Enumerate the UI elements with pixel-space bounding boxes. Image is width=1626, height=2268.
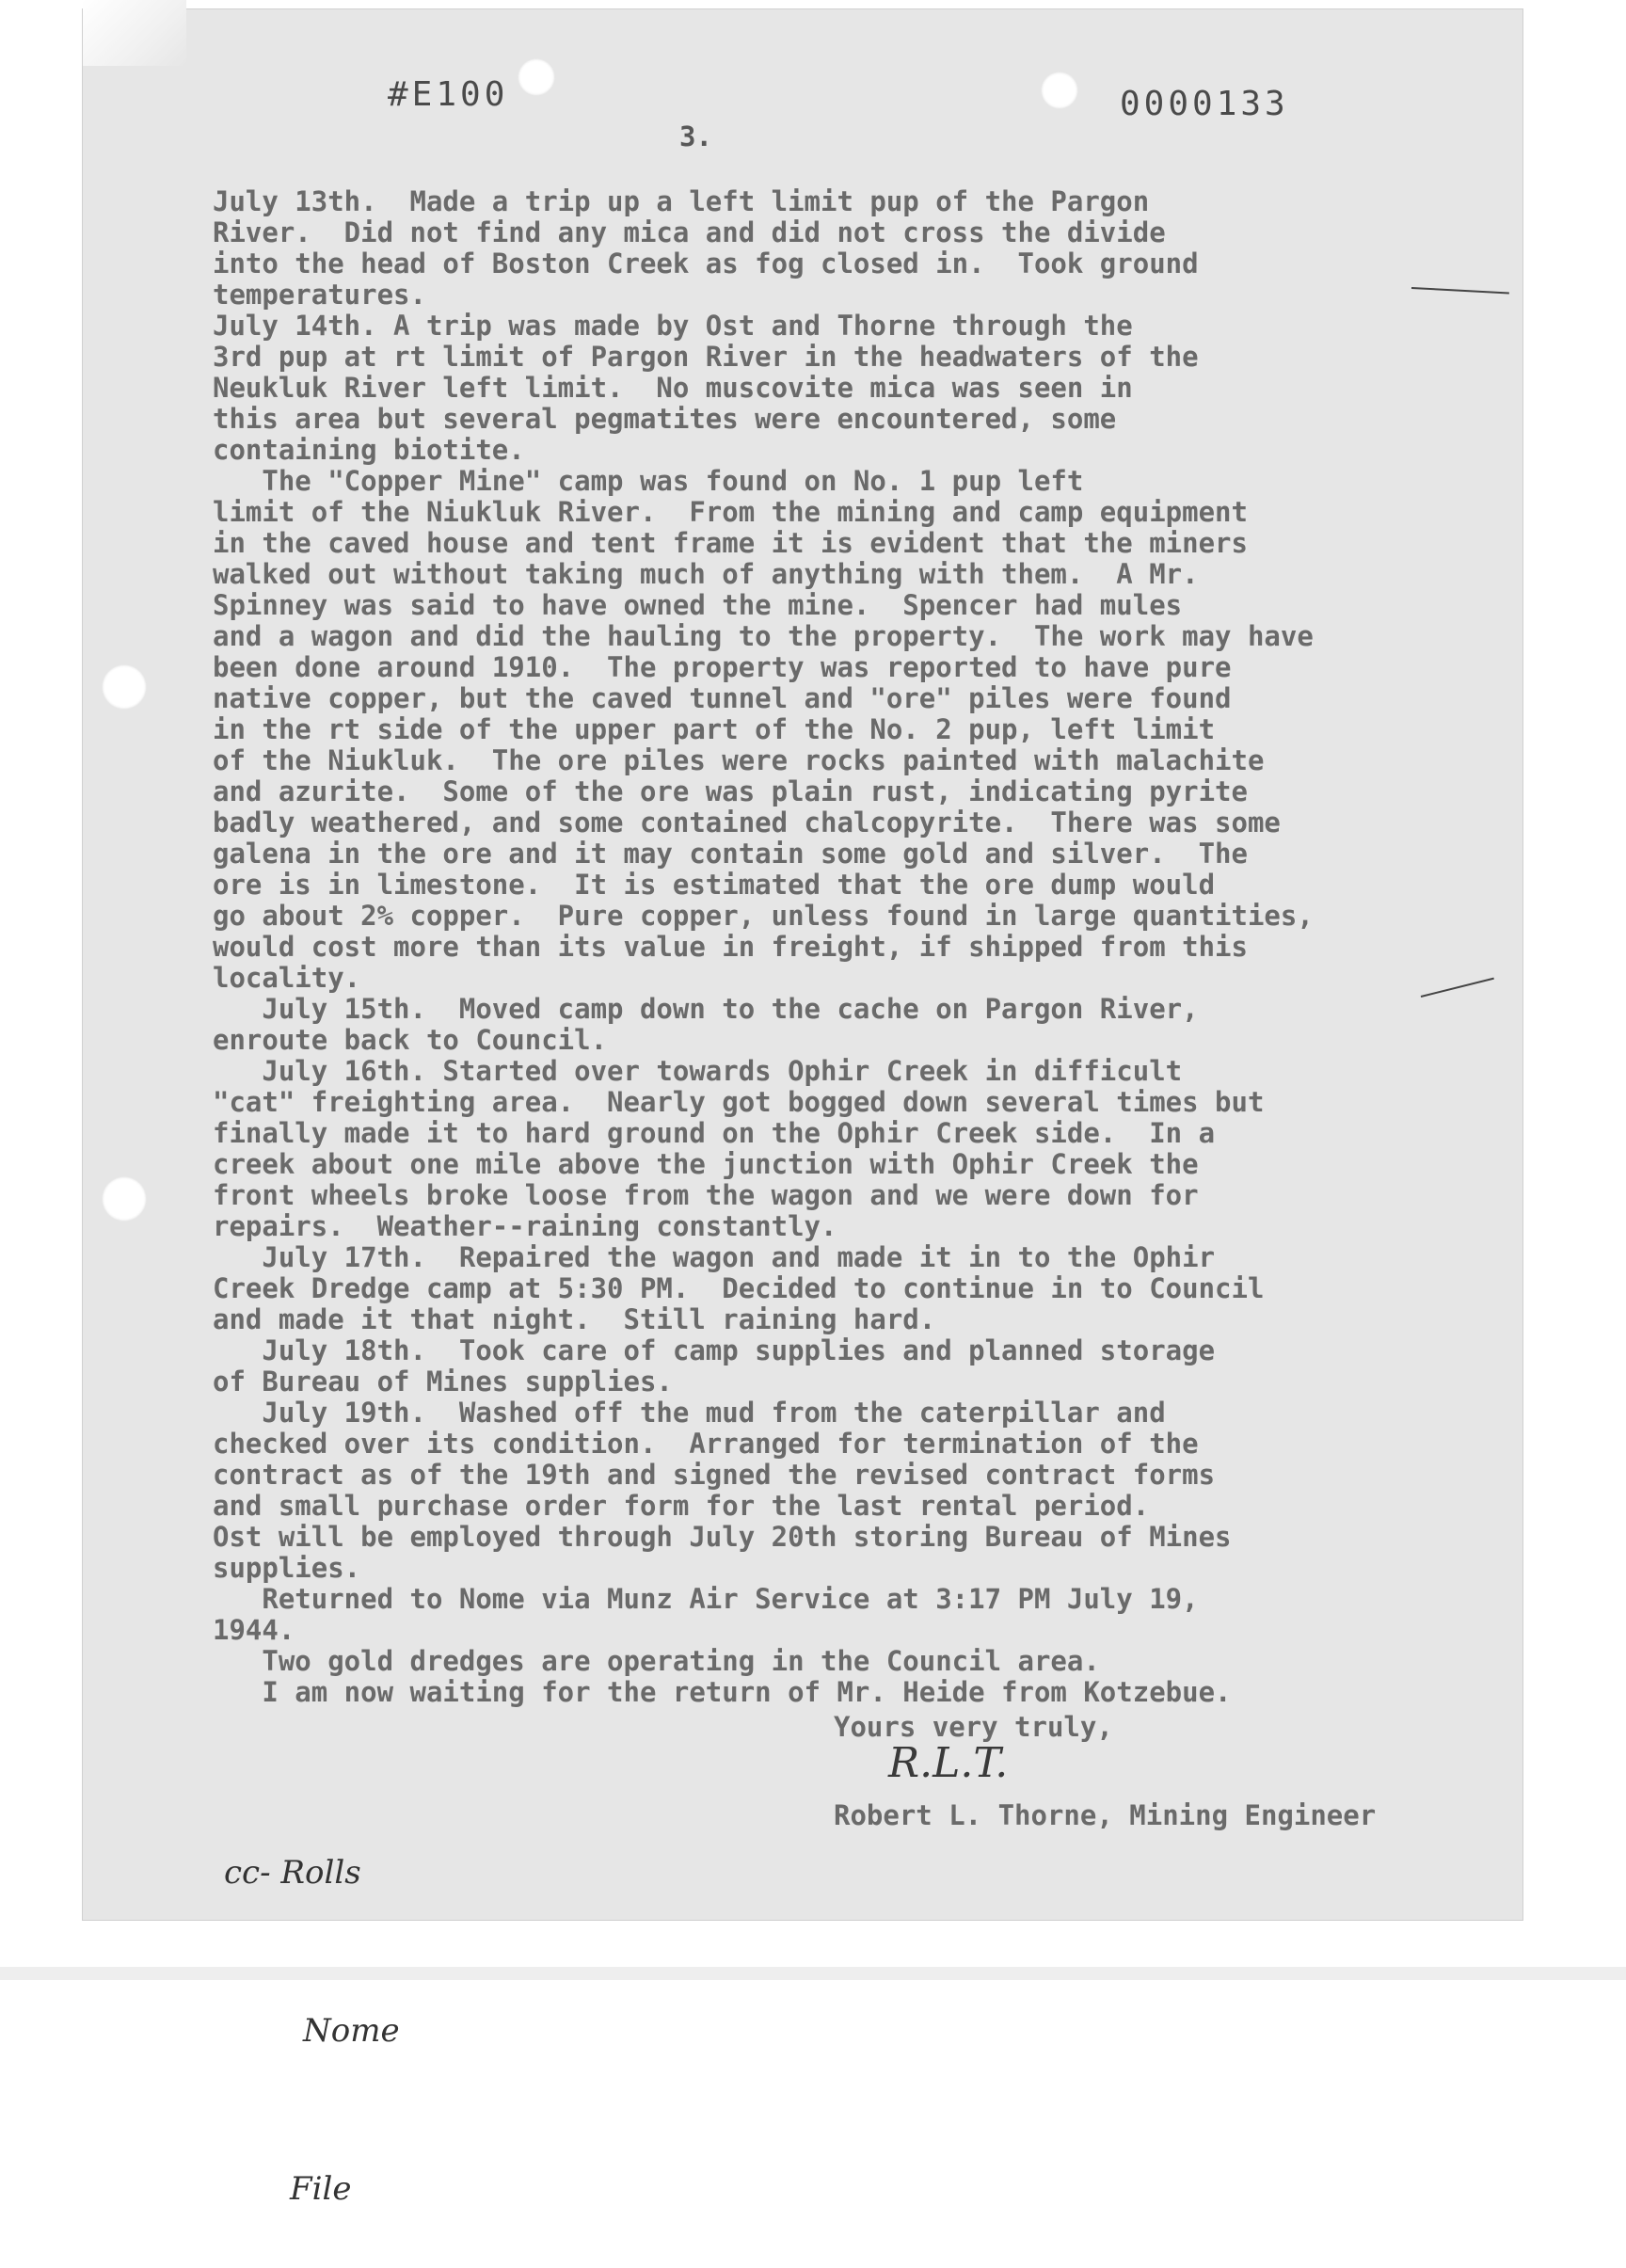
- letter-body: [213, 186, 1483, 1708]
- body-line: 1944.: [213, 1614, 295, 1646]
- body-line: go about 2% copper. Pure copper, unless found in large quantities,: [213, 900, 1314, 932]
- body-line: containing biotite.: [213, 434, 525, 466]
- body-line: this area but several pegmatites were encountered, some: [213, 403, 1117, 435]
- body-line: of Bureau of Mines supplies.: [213, 1366, 673, 1398]
- body-line: July 13th. Made a trip up a left limit pup of the Pargon: [213, 185, 1150, 217]
- body-line: July 18th. Took care of camp supplies and planned storage: [213, 1334, 1216, 1366]
- body-line: Two gold dredges are operating in the Council area.: [213, 1645, 1100, 1677]
- body-line: contract as of the 19th and signed the revised contract forms: [213, 1459, 1216, 1491]
- body-line: repairs. Weather--raining constantly.: [213, 1210, 837, 1242]
- body-line: Ost will be employed through July 20th storing Bureau of Mines: [213, 1521, 1232, 1553]
- body-line: galena in the ore and it may contain some gold and silver. The: [213, 838, 1248, 870]
- body-line: I am now waiting for the return of Mr. Heide from Kotzebue.: [213, 1676, 1232, 1708]
- body-line: and made it that night. Still raining hard.: [213, 1303, 936, 1335]
- body-line: enroute back to Council.: [213, 1024, 608, 1056]
- body-line: and small purchase order form for the last rental period.: [213, 1490, 1150, 1522]
- cc-line: cc- Rolls: [224, 1854, 361, 1892]
- punch-hole: [1041, 72, 1078, 109]
- body-line: in the rt side of the upper part of the No. 2 pup, left limit: [213, 713, 1216, 745]
- body-line: The "Copper Mine" camp was found on No. 1 pup left: [213, 465, 1084, 497]
- body-line: would cost more than its value in freight, if shipped from this: [213, 931, 1248, 963]
- folded-corner: [83, 0, 186, 66]
- cc-line: Nome: [303, 2012, 400, 2050]
- body-line: July 15th. Moved camp down to the cache on Pargon River,: [213, 993, 1199, 1025]
- body-line: in the caved house and tent frame it is evident that the miners: [213, 527, 1248, 559]
- document-id-stamp-left: #E100: [388, 75, 509, 114]
- punch-hole: [102, 664, 147, 710]
- punch-hole: [518, 58, 555, 96]
- cc-line: File: [290, 2170, 352, 2208]
- body-line: Returned to Nome via Munz Air Service at 3:17 PM July 19,: [213, 1583, 1199, 1615]
- body-line: Spinney was said to have owned the mine. Spencer had mules: [213, 589, 1183, 621]
- body-line: and a wagon and did the hauling to the property. The work may have: [213, 620, 1314, 652]
- body-line: limit of the Niukluk River. From the mining and camp equipment: [213, 496, 1248, 528]
- body-line: July 17th. Repaired the wagon and made it in to the Ophir: [213, 1241, 1216, 1273]
- body-line: native copper, but the caved tunnel and "ore" piles were found: [213, 682, 1232, 714]
- document-id-stamp-right: 0000133: [1120, 85, 1289, 123]
- body-line: ore is in limestone. It is estimated that the ore dump would: [213, 869, 1216, 901]
- body-line: badly weathered, and some contained chalcopyrite. There was some: [213, 807, 1281, 839]
- page-number: 3.: [679, 120, 712, 152]
- body-line: River. Did not find any mica and did not cross the divide: [213, 216, 1166, 248]
- body-line: July 14th. A trip was made by Ost and Thorne through the: [213, 310, 1133, 342]
- body-line: locality.: [213, 962, 361, 994]
- body-line: temperatures.: [213, 279, 426, 311]
- punch-hole: [102, 1176, 147, 1222]
- body-line: finally made it to hard ground on the Ophir Creek side. In a: [213, 1117, 1216, 1149]
- handwritten-initials: R.L.T.: [888, 1739, 1009, 1787]
- body-line: 3rd pup at rt limit of Pargon River in the headwaters of the: [213, 341, 1199, 373]
- body-line: July 19th. Washed off the mud from the caterpillar and: [213, 1397, 1166, 1429]
- body-line: of the Niukluk. The ore piles were rocks painted with malachite: [213, 744, 1265, 776]
- signature-name: Robert L. Thorne, Mining Engineer: [834, 1799, 1377, 1831]
- body-line: "cat" freighting area. Nearly got bogged down several times but: [213, 1086, 1265, 1118]
- body-line: and azurite. Some of the ore was plain rust, indicating pyrite: [213, 775, 1248, 807]
- handwritten-cc-note: [224, 1741, 400, 2268]
- body-line: front wheels broke loose from the wagon and we were down for: [213, 1179, 1199, 1211]
- body-line: supplies.: [213, 1552, 361, 1584]
- body-line: creek about one mile above the junction with Ophir Creek the: [213, 1148, 1199, 1180]
- body-line: walked out without taking much of anything with them. A Mr.: [213, 558, 1199, 590]
- body-line: into the head of Boston Creek as fog closed in. Took ground: [213, 248, 1199, 280]
- body-line: checked over its condition. Arranged for termination of the: [213, 1428, 1199, 1460]
- body-line: Neukluk River left limit. No muscovite mica was seen in: [213, 372, 1133, 404]
- body-line: July 16th. Started over towards Ophir Creek in difficult: [213, 1055, 1183, 1087]
- body-line: Creek Dredge camp at 5:30 PM. Decided to continue in to Council: [213, 1272, 1265, 1304]
- closing-salutation: Yours very truly,: [834, 1711, 1113, 1743]
- body-line: been done around 1910. The property was reported to have pure: [213, 651, 1232, 683]
